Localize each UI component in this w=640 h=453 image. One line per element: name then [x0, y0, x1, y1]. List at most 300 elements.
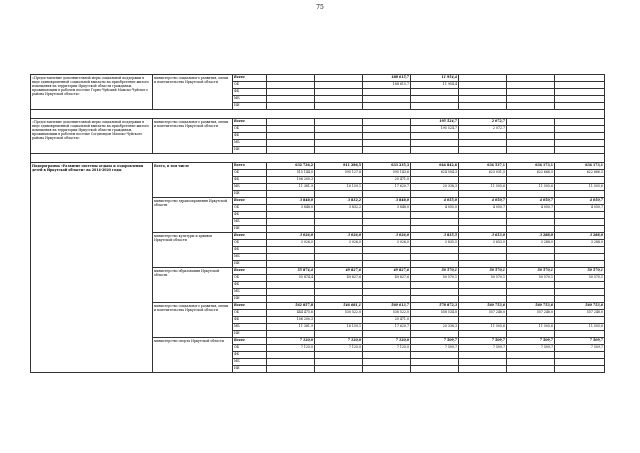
amount-cell	[507, 75, 555, 82]
amount-cell	[459, 133, 507, 140]
amount-cell	[555, 366, 605, 373]
amount-cell	[507, 140, 555, 147]
amount-cell	[507, 191, 555, 198]
amount-cell: 49 827,6	[315, 275, 363, 282]
funding-source: МБ	[233, 359, 267, 366]
amount-cell: 50 570,1	[507, 275, 555, 282]
amount-cell	[411, 289, 459, 296]
amount-cell: 632 726,2	[267, 163, 315, 170]
amount-cell	[411, 96, 459, 103]
amount-cell	[459, 296, 507, 303]
amount-cell: 55 874,4	[267, 268, 315, 275]
amount-cell: 3 288,0	[555, 240, 605, 247]
amount-cell	[555, 82, 605, 89]
amount-cell	[555, 103, 605, 110]
amount-cell	[267, 226, 315, 233]
amount-cell	[267, 296, 315, 303]
amount-cell: 20 471,0	[363, 317, 411, 324]
amount-cell: 11 505,6	[459, 184, 507, 191]
amount-cell	[267, 331, 315, 338]
amount-cell: 7 120,0	[267, 345, 315, 352]
amount-cell	[315, 289, 363, 296]
amount-cell: 50 570,1	[459, 275, 507, 282]
amount-cell: 20 471,0	[363, 177, 411, 184]
amount-cell	[363, 103, 411, 110]
amount-cell: 11 381,9	[267, 324, 315, 331]
amount-cell	[555, 177, 605, 184]
amount-cell: 4 050,7	[555, 205, 605, 212]
funding-source: Всего	[233, 233, 267, 240]
amount-cell: 634 537,1	[459, 163, 507, 170]
amount-cell	[267, 147, 315, 154]
amount-cell: 562 857,8	[267, 303, 315, 310]
amount-cell	[459, 219, 507, 226]
amount-cell	[507, 126, 555, 133]
funding-source: ОБ	[233, 275, 267, 282]
amount-cell	[315, 103, 363, 110]
amount-cell	[411, 226, 459, 233]
amount-cell	[315, 282, 363, 289]
amount-cell: 557 248,0	[507, 310, 555, 317]
amount-cell: 3 026,0	[267, 233, 315, 240]
amount-cell: 622 666,5	[507, 170, 555, 177]
amount-cell: 624 504,3	[411, 170, 459, 177]
amount-cell	[411, 282, 459, 289]
amount-cell: 560 753,6	[555, 303, 605, 310]
amount-cell	[555, 317, 605, 324]
amount-cell	[315, 317, 363, 324]
amount-cell	[267, 119, 315, 126]
amount-cell	[507, 82, 555, 89]
amount-cell	[459, 317, 507, 324]
amount-cell: 7 509,7	[411, 338, 459, 345]
amount-cell	[555, 147, 605, 154]
amount-cell: 644 842,6	[411, 163, 459, 170]
budget-table	[30, 74, 605, 373]
amount-cell: 3 848,0	[267, 205, 315, 212]
amount-cell: 3 653,0	[459, 240, 507, 247]
amount-cell: 3 026,0	[267, 240, 315, 247]
amount-cell: 634 173,1	[555, 163, 605, 170]
amount-cell	[363, 254, 411, 261]
amount-cell	[363, 359, 411, 366]
spacer-cell	[31, 110, 605, 119]
block-spacer	[31, 154, 605, 163]
amount-cell: 7 120,0	[315, 338, 363, 345]
funding-source: ИИ	[233, 331, 267, 338]
amount-cell	[555, 191, 605, 198]
amount-cell	[411, 212, 459, 219]
amount-cell	[363, 219, 411, 226]
amount-cell	[507, 119, 555, 126]
table-row	[31, 163, 605, 170]
amount-cell: 17 620,7	[363, 184, 411, 191]
amount-cell	[459, 247, 507, 254]
amount-cell	[315, 75, 363, 82]
amount-cell	[315, 254, 363, 261]
funding-source: Всего	[233, 163, 267, 170]
amount-cell: 11 954,4	[411, 75, 459, 82]
funding-source: ОБ	[233, 205, 267, 212]
funding-source: ФБ	[233, 133, 267, 140]
funding-source: МБ	[233, 254, 267, 261]
amount-cell	[363, 96, 411, 103]
amount-cell: 16 159,1	[315, 324, 363, 331]
funding-source: Всего	[233, 338, 267, 345]
amount-cell: 595 143,6	[363, 170, 411, 177]
amount-cell	[267, 191, 315, 198]
amount-cell	[411, 331, 459, 338]
amount-cell: 7 120,0	[363, 345, 411, 352]
spacer-cell	[31, 154, 605, 163]
amount-cell: 623 031,5	[459, 170, 507, 177]
amount-cell	[507, 212, 555, 219]
amount-cell	[459, 191, 507, 198]
amount-cell: 595 127,8	[315, 170, 363, 177]
amount-cell	[411, 366, 459, 373]
amount-cell	[507, 177, 555, 184]
amount-cell	[267, 140, 315, 147]
funding-source: Всего	[233, 198, 267, 205]
amount-cell: 4 055,0	[411, 198, 459, 205]
amount-cell: 557 248,0	[555, 310, 605, 317]
funding-source: ИИ	[233, 261, 267, 268]
block-spacer	[31, 110, 605, 119]
amount-cell	[315, 331, 363, 338]
amount-cell: 49 827,6	[363, 268, 411, 275]
amount-cell	[507, 282, 555, 289]
amount-cell: 7 509,7	[459, 338, 507, 345]
amount-cell: 17 620,7	[363, 324, 411, 331]
amount-cell: 11 505,6	[555, 324, 605, 331]
funding-source: ФБ	[233, 282, 267, 289]
amount-cell: 11 505,6	[459, 324, 507, 331]
amount-cell: 106 200,3	[267, 177, 315, 184]
funding-source: ФБ	[233, 89, 267, 96]
funding-source: ИИ	[233, 366, 267, 373]
amount-cell	[459, 366, 507, 373]
amount-cell: 546 681,1	[315, 303, 363, 310]
amount-cell	[267, 289, 315, 296]
amount-cell	[459, 177, 507, 184]
amount-cell: 3 848,0	[363, 198, 411, 205]
funding-source: МБ	[233, 96, 267, 103]
amount-cell: 195 524,7	[411, 126, 459, 133]
amount-cell	[315, 352, 363, 359]
amount-cell	[459, 147, 507, 154]
table-row	[31, 75, 605, 82]
funding-source: ИИ	[233, 296, 267, 303]
amount-cell	[315, 212, 363, 219]
amount-cell: 3 026,0	[315, 240, 363, 247]
amount-cell	[555, 119, 605, 126]
amount-cell	[315, 119, 363, 126]
amount-cell	[363, 89, 411, 96]
amount-cell	[507, 226, 555, 233]
executor-cell: министерство социального развития, опеки и попечительства Иркутской области	[153, 119, 233, 154]
amount-cell	[507, 247, 555, 254]
amount-cell: 7 509,7	[459, 345, 507, 352]
amount-cell	[315, 359, 363, 366]
amount-cell	[315, 226, 363, 233]
amount-cell	[459, 89, 507, 96]
amount-cell	[411, 359, 459, 366]
amount-cell	[507, 317, 555, 324]
funding-source: МБ	[233, 219, 267, 226]
amount-cell: 20 338,3	[411, 324, 459, 331]
amount-cell	[555, 126, 605, 133]
amount-cell	[363, 119, 411, 126]
amount-cell	[267, 352, 315, 359]
amount-cell: 3 832,2	[315, 205, 363, 212]
amount-cell	[267, 247, 315, 254]
executor-cell: Всего, в том числе	[153, 163, 233, 198]
amount-cell	[267, 359, 315, 366]
amount-cell: 3 848,0	[267, 198, 315, 205]
amount-cell	[315, 89, 363, 96]
amount-cell	[507, 133, 555, 140]
amount-cell	[267, 133, 315, 140]
amount-cell: 538 522,0	[363, 310, 411, 317]
amount-cell	[411, 219, 459, 226]
amount-cell	[315, 261, 363, 268]
amount-cell: 7 120,0	[363, 338, 411, 345]
amount-cell	[315, 126, 363, 133]
amount-cell: 622 666,5	[555, 170, 605, 177]
funding-source: ИИ	[233, 226, 267, 233]
amount-cell	[363, 289, 411, 296]
amount-cell	[363, 261, 411, 268]
amount-cell	[267, 75, 315, 82]
funding-source: ФБ	[233, 352, 267, 359]
amount-cell: 7 509,7	[555, 345, 605, 352]
executor-cell: министерство образования Иркутской области	[153, 268, 233, 303]
amount-cell	[315, 366, 363, 373]
amount-cell	[459, 75, 507, 82]
amount-cell: 16 159,1	[315, 184, 363, 191]
funding-source: ОБ	[233, 170, 267, 177]
amount-cell	[267, 82, 315, 89]
amount-cell	[315, 191, 363, 198]
amount-cell	[459, 359, 507, 366]
amount-cell	[459, 331, 507, 338]
amount-cell: 811 286,5	[315, 163, 363, 170]
amount-cell: 188 615,7	[363, 75, 411, 82]
amount-cell: 20 338,3	[411, 184, 459, 191]
amount-cell	[363, 366, 411, 373]
amount-cell	[411, 191, 459, 198]
funding-source: ОБ	[233, 82, 267, 89]
amount-cell	[411, 147, 459, 154]
funding-source: ФБ	[233, 317, 267, 324]
funding-source: МБ	[233, 140, 267, 147]
amount-cell: 50 570,1	[507, 268, 555, 275]
amount-cell	[363, 247, 411, 254]
amount-cell	[267, 89, 315, 96]
amount-cell	[363, 191, 411, 198]
amount-cell: 560 753,6	[459, 303, 507, 310]
amount-cell: 50 570,1	[459, 268, 507, 275]
amount-cell	[459, 254, 507, 261]
amount-cell: 7 509,7	[555, 338, 605, 345]
amount-cell: 195 524,7	[411, 119, 459, 126]
amount-cell	[363, 147, 411, 154]
amount-cell	[507, 89, 555, 96]
funding-source: ИИ	[233, 103, 267, 110]
executor-cell: министерство социального развития, опеки и попечительства Иркутской области	[153, 75, 233, 110]
amount-cell	[555, 96, 605, 103]
amount-cell: 2 072,7	[459, 126, 507, 133]
amount-cell	[267, 126, 315, 133]
funding-source: МБ	[233, 324, 267, 331]
amount-cell	[267, 261, 315, 268]
amount-cell	[507, 296, 555, 303]
amount-cell	[555, 254, 605, 261]
amount-cell: 11 505,6	[555, 184, 605, 191]
amount-cell: 2 072,7	[459, 119, 507, 126]
funding-source: Всего	[233, 268, 267, 275]
amount-cell	[267, 96, 315, 103]
amount-cell	[411, 133, 459, 140]
funding-source: ФБ	[233, 177, 267, 184]
amount-cell: 49 827,6	[363, 275, 411, 282]
amount-cell	[507, 147, 555, 154]
amount-cell	[555, 331, 605, 338]
amount-cell	[507, 352, 555, 359]
amount-cell	[555, 261, 605, 268]
executor-cell: министерство здравоохранения Иркутской области	[153, 198, 233, 233]
amount-cell	[267, 282, 315, 289]
amount-cell: 50 570,1	[555, 268, 605, 275]
amount-cell	[507, 219, 555, 226]
amount-cell	[363, 282, 411, 289]
amount-cell	[315, 247, 363, 254]
amount-cell: 4 050,7	[459, 198, 507, 205]
amount-cell	[315, 82, 363, 89]
amount-cell: 444 475,6	[267, 310, 315, 317]
page-number: 75	[316, 4, 324, 11]
amount-cell	[507, 96, 555, 103]
amount-cell: 4 050,7	[507, 198, 555, 205]
amount-cell	[507, 254, 555, 261]
amount-cell: 633 235,3	[363, 163, 411, 170]
amount-cell: 3 288,0	[507, 233, 555, 240]
amount-cell: 7 120,0	[267, 338, 315, 345]
amount-cell	[411, 352, 459, 359]
amount-cell	[411, 140, 459, 147]
executor-cell: министерство культуры и архивов Иркутской области	[153, 233, 233, 268]
funding-source: МБ	[233, 184, 267, 191]
funding-source: ОБ	[233, 345, 267, 352]
amount-cell	[315, 177, 363, 184]
amount-cell	[459, 261, 507, 268]
amount-cell: 3 288,0	[555, 233, 605, 240]
amount-cell: 3 832,2	[315, 198, 363, 205]
funding-source: ОБ	[233, 240, 267, 247]
amount-cell	[411, 103, 459, 110]
amount-cell: 634 173,1	[507, 163, 555, 170]
funding-source: ФБ	[233, 212, 267, 219]
amount-cell	[459, 289, 507, 296]
amount-cell: 3 835,5	[411, 233, 459, 240]
amount-cell	[459, 82, 507, 89]
activity-description: «Предоставление дополнительной меры социальной поддержки в виде единовременной социальной выплаты на приобретение жилого помещения на территории Иркутской области гражданам, проживающим в рабочем поселке Согдиондон Мамско-Чуйского района Иркутской области»	[31, 119, 153, 154]
amount-cell: 4 050,7	[555, 198, 605, 205]
amount-cell	[459, 226, 507, 233]
amount-cell	[363, 126, 411, 133]
amount-cell	[507, 331, 555, 338]
amount-cell	[555, 289, 605, 296]
funding-source: ФБ	[233, 247, 267, 254]
amount-cell: 7 120,0	[315, 345, 363, 352]
amount-cell: 7 509,7	[411, 345, 459, 352]
amount-cell	[267, 103, 315, 110]
budget-table-body	[31, 75, 605, 373]
amount-cell: 560 753,6	[507, 303, 555, 310]
funding-source: ОБ	[233, 310, 267, 317]
amount-cell	[363, 212, 411, 219]
amount-cell	[459, 352, 507, 359]
funding-source: Всего	[233, 75, 267, 82]
amount-cell: 530 522,0	[315, 310, 363, 317]
amount-cell	[507, 366, 555, 373]
amount-cell: 557 248,0	[459, 310, 507, 317]
amount-cell	[411, 296, 459, 303]
funding-source: Всего	[233, 119, 267, 126]
amount-cell: 3 026,0	[363, 240, 411, 247]
amount-cell: 11 381,9	[267, 184, 315, 191]
amount-cell	[507, 289, 555, 296]
amount-cell: 4 055,0	[411, 205, 459, 212]
amount-cell	[555, 296, 605, 303]
amount-cell	[411, 247, 459, 254]
amount-cell	[459, 212, 507, 219]
amount-cell	[555, 247, 605, 254]
amount-cell	[411, 177, 459, 184]
funding-source: ОБ	[233, 126, 267, 133]
activity-description: Подпрограмма «Развитие системы отдыха и оздоровления детей в Иркутской области» на 2014-2020 годы	[31, 163, 153, 373]
amount-cell	[363, 133, 411, 140]
amount-cell: 106 200,3	[267, 317, 315, 324]
amount-cell	[459, 140, 507, 147]
amount-cell: 3 026,0	[363, 233, 411, 240]
amount-cell: 515 144,0	[267, 170, 315, 177]
funding-source: ИИ	[233, 191, 267, 198]
amount-cell	[555, 140, 605, 147]
amount-cell	[267, 254, 315, 261]
amount-cell: 7 509,7	[507, 338, 555, 345]
amount-cell: 50 570,1	[555, 275, 605, 282]
amount-cell: 3 653,0	[459, 233, 507, 240]
amount-cell	[363, 140, 411, 147]
amount-cell	[315, 147, 363, 154]
funding-source: ИИ	[233, 147, 267, 154]
amount-cell	[267, 219, 315, 226]
amount-cell: 11 954,4	[411, 82, 459, 89]
table-row	[31, 119, 605, 126]
amount-cell	[315, 133, 363, 140]
amount-cell: 55 874,4	[267, 275, 315, 282]
amount-cell: 3 835,5	[411, 240, 459, 247]
amount-cell	[555, 282, 605, 289]
amount-cell	[555, 219, 605, 226]
amount-cell: 3 288,0	[507, 240, 555, 247]
amount-cell	[315, 296, 363, 303]
amount-cell	[267, 366, 315, 373]
amount-cell	[315, 96, 363, 103]
amount-cell: 11 505,6	[507, 184, 555, 191]
amount-cell	[459, 103, 507, 110]
